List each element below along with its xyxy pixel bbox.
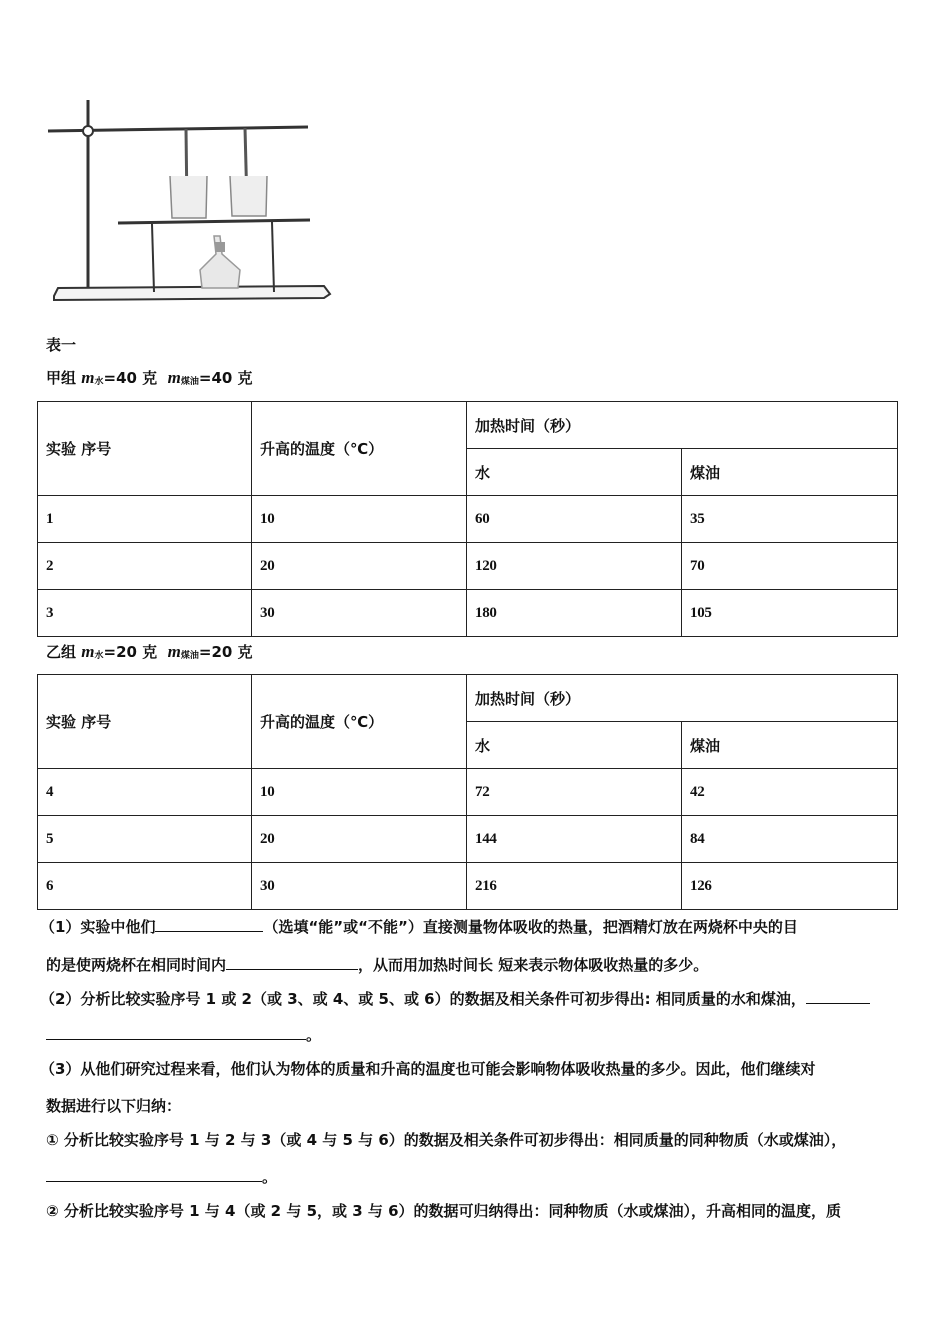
cell-id: 5 xyxy=(38,816,252,863)
cell-temp: 30 xyxy=(252,590,467,637)
answer-blank-3a[interactable] xyxy=(806,988,870,1004)
water-mass: =20 克 xyxy=(103,643,158,661)
question-3-sub-1-line-2 xyxy=(46,1166,908,1187)
cell-id: 6 xyxy=(38,863,252,910)
cell-kerosene: 70 xyxy=(682,543,898,590)
iron-stand-beakers-lamp-icon xyxy=(44,96,334,306)
question-2-line-2 xyxy=(46,1024,908,1045)
table-group-a xyxy=(37,401,898,637)
mass-symbol: m xyxy=(81,642,95,661)
cell-temp: 10 xyxy=(252,769,467,816)
header-temperature-rise: 升高的温度（℃） xyxy=(252,402,467,496)
question-1-line-2 xyxy=(46,954,908,975)
question-3-sub-1-line-1: ① 分析比较实验序号 1 与 2 与 3（或 4 与 5 与 6）的数据及相关条件可初步得出：相同质量的同种物质（水或煤油）， xyxy=(46,1131,847,1149)
q1-text-a: （1）实验中他们 xyxy=(40,918,156,936)
header-kerosene: 煤油 xyxy=(682,449,898,496)
cell-water: 60 xyxy=(467,496,682,543)
header-heating-time: 加热时间（秒） xyxy=(467,675,898,722)
cell-kerosene: 42 xyxy=(682,769,898,816)
apparatus-figure xyxy=(44,96,334,306)
q3-sub1-end: 。 xyxy=(262,1168,278,1186)
cell-kerosene: 35 xyxy=(682,496,898,543)
q2-text: （2）分析比较实验序号 1 或 2（或 3、或 4、或 5、或 6）的数据及相关条件可初步得出: 相同质量的水和煤油， xyxy=(40,990,806,1008)
table-row xyxy=(38,769,898,816)
water-subscript: 水 xyxy=(94,377,104,387)
cell-id: 2 xyxy=(38,543,252,590)
header-water: 水 xyxy=(467,722,682,769)
kerosene-mass: =20 克 xyxy=(198,643,253,661)
q2-end: 。 xyxy=(306,1026,322,1044)
question-3-line-1: （3）从他们研究过程来看，他们认为物体的质量和升高的温度也可能会影响物体吸收热量的多少。因此，他们继续对 xyxy=(40,1060,816,1078)
cell-kerosene: 126 xyxy=(682,863,898,910)
group-b-label xyxy=(46,642,253,666)
cell-kerosene: 84 xyxy=(682,816,898,863)
cell-temp: 30 xyxy=(252,863,467,910)
question-3-sub-2-line-1: ② 分析比较实验序号 1 与 4（或 2 与 5，或 3 与 6）的数据可归纳得出：同种物质（水或煤油），升高相同的温度，质 xyxy=(46,1202,842,1220)
question-1-line-1 xyxy=(40,916,902,937)
answer-blank-4[interactable] xyxy=(46,1166,262,1182)
answer-blank-3b[interactable] xyxy=(46,1024,306,1040)
water-subscript: 水 xyxy=(94,651,104,661)
answer-blank-1[interactable] xyxy=(155,916,263,932)
header-temperature-rise: 升高的温度（℃） xyxy=(252,675,467,769)
cell-water: 144 xyxy=(467,816,682,863)
cell-id: 1 xyxy=(38,496,252,543)
cell-temp: 10 xyxy=(252,496,467,543)
cell-water: 72 xyxy=(467,769,682,816)
group-a-prefix: 甲组 xyxy=(46,369,77,387)
cell-water: 216 xyxy=(467,863,682,910)
q1-text-d: ，从而用加热时间长 短来表示物体吸收热量的多少。 xyxy=(358,956,709,974)
answer-blank-2[interactable] xyxy=(226,954,358,970)
mass-symbol: m xyxy=(167,368,181,387)
table-row xyxy=(38,863,898,910)
cell-water: 120 xyxy=(467,543,682,590)
question-2-line-1 xyxy=(40,988,902,1009)
table-row xyxy=(38,496,898,543)
header-heating-time: 加热时间（秒） xyxy=(467,402,898,449)
group-a-label xyxy=(46,368,253,392)
table-row xyxy=(38,816,898,863)
table-group-b xyxy=(37,674,898,910)
table-title: 表一 xyxy=(46,336,77,354)
water-mass: =40 克 xyxy=(103,369,158,387)
cell-temp: 20 xyxy=(252,816,467,863)
q1-text-c: 的是使两烧杯在相同时间内 xyxy=(46,956,227,974)
table-row xyxy=(38,543,898,590)
cell-temp: 20 xyxy=(252,543,467,590)
kerosene-subscript: 煤油 xyxy=(180,377,199,387)
header-experiment-number: 实验 序号 xyxy=(38,402,252,496)
mass-symbol: m xyxy=(81,368,95,387)
cell-kerosene: 105 xyxy=(682,590,898,637)
header-kerosene: 煤油 xyxy=(682,722,898,769)
cell-water: 180 xyxy=(467,590,682,637)
q1-text-b: （选填“能”或“不能”）直接测量物体吸收的热量，把酒精灯放在两烧杯中央的目 xyxy=(263,918,798,936)
table-row xyxy=(38,590,898,637)
cell-id: 4 xyxy=(38,769,252,816)
header-experiment-number: 实验 序号 xyxy=(38,675,252,769)
cell-id: 3 xyxy=(38,590,252,637)
question-3-line-2: 数据进行以下归纳： xyxy=(46,1097,182,1115)
mass-symbol: m xyxy=(167,642,181,661)
group-b-prefix: 乙组 xyxy=(46,643,77,661)
kerosene-subscript: 煤油 xyxy=(180,651,199,661)
header-water: 水 xyxy=(467,449,682,496)
kerosene-mass: =40 克 xyxy=(198,369,253,387)
